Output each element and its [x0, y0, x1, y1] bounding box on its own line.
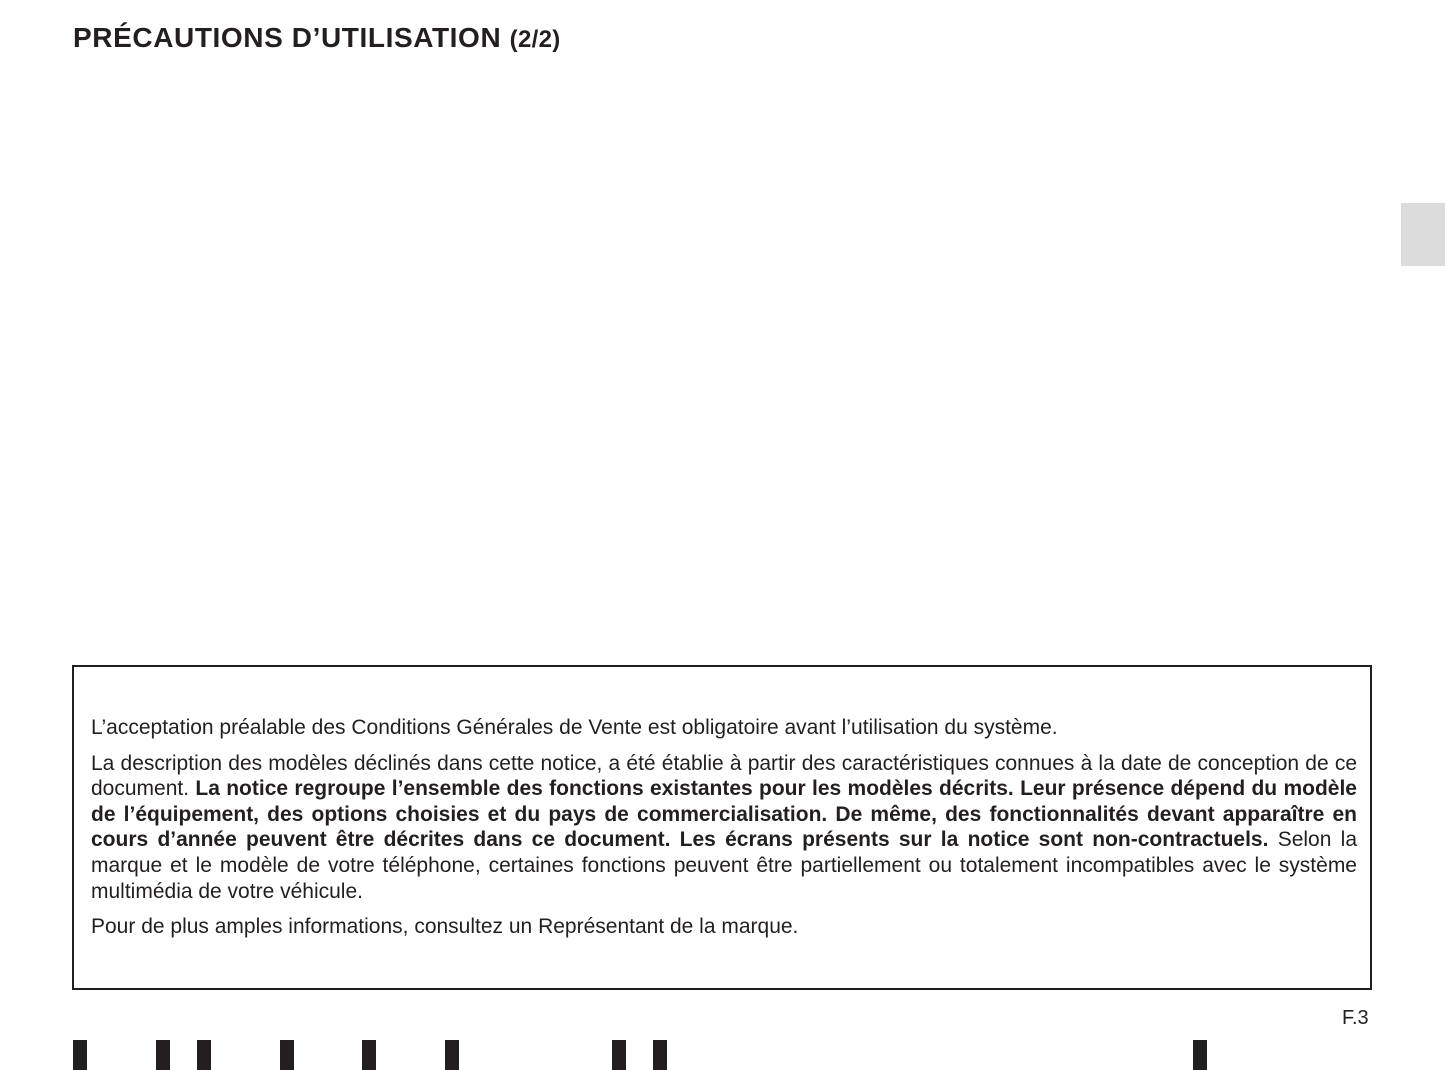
registration-mark	[1193, 1040, 1207, 1070]
registration-mark	[612, 1040, 626, 1070]
notice-box	[72, 665, 1372, 990]
registration-mark	[197, 1040, 211, 1070]
registration-mark	[653, 1040, 667, 1070]
registration-mark	[73, 1040, 87, 1070]
notice-content	[91, 715, 1357, 950]
notice-paragraph-conditions: L’acceptation préalable des Conditions Générales de Vente est obligatoire avant l’utilisation du système.	[91, 716, 1058, 739]
page-title	[73, 22, 561, 54]
registration-mark	[362, 1040, 376, 1070]
registration-mark	[156, 1040, 170, 1070]
chapter-thumb-tab	[1401, 203, 1445, 266]
registration-mark	[445, 1040, 459, 1070]
notice-description-phone: Selon la marque et le modèle de votre téléphone, certaines fonctions peuvent être partiellement ou totalement incompatibles avec le système multimédia de votre véhicule.	[91, 828, 1357, 903]
notice-paragraph-description	[91, 751, 1357, 905]
registration-mark	[280, 1040, 294, 1070]
page-title-suffix: (2/2)	[509, 26, 561, 53]
page-title-text: PRÉCAUTIONS D’UTILISATION	[73, 22, 502, 53]
page-number: F.3	[1342, 1007, 1369, 1029]
notice-description-intro: La description des modèles déclinés dans cette notice, a été établie à partir des caractéristiques connues à la date de conception de ce document.	[91, 751, 1357, 801]
notice-description-bold: La notice regroupe l’ensemble des fonctions existantes pour les modèles décrits. Leur présence dépend du modèle de l’équipement, des options choisies et du pays de commercialisation. De même, des fonctionnalités devant apparaître en cours d’année peuvent être décrites dans ce document. Les écrans présents sur la notice sont non-contractuels.	[91, 777, 1357, 852]
notice-paragraph-information: Pour de plus amples informations, consultez un Représentant de la marque.	[91, 915, 799, 939]
